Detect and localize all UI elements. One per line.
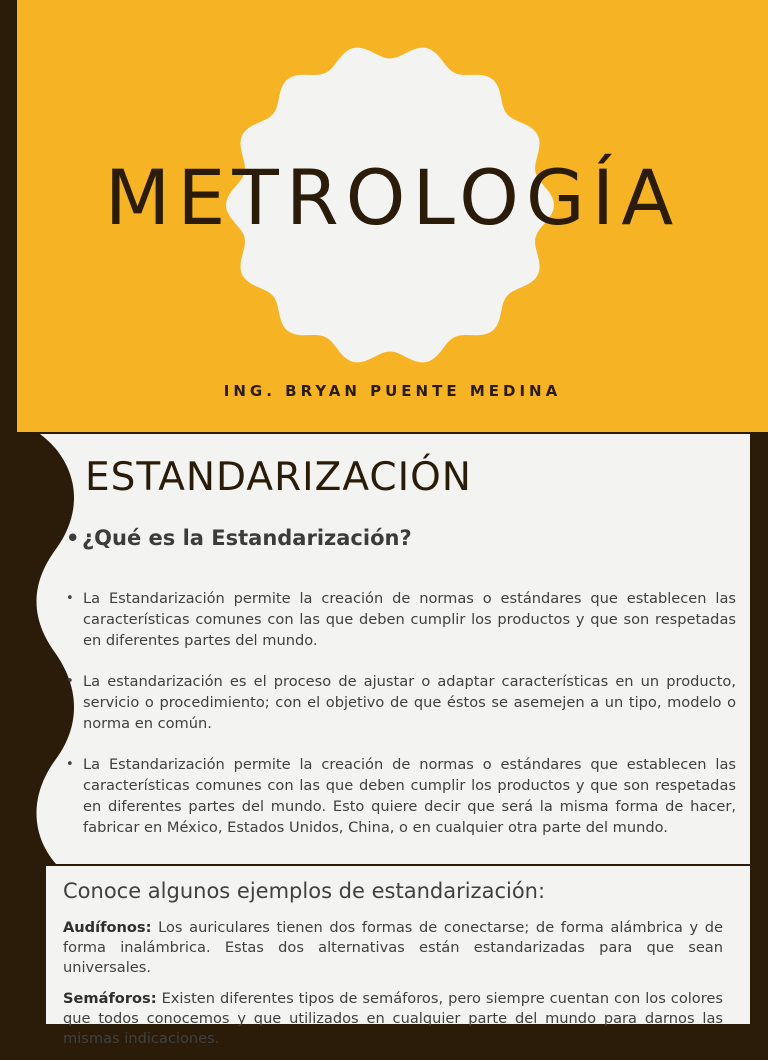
examples-slide — [0, 866, 768, 1047]
example-text: Existen diferentes tipos de semáforos, pero siempre cuentan con los colores que todos conocemos y que utilizados en cualquier parte del mundo para darnos las mismas indicaciones. — [63, 990, 723, 1047]
bullet-dot: • — [66, 526, 80, 550]
title-slide — [0, 0, 768, 432]
content-panel — [0, 434, 750, 864]
example-text: Los auriculares tienen dos formas de conectarse; de forma alámbrica y de forma inalámbrica. Estas dos alternativas están estandarizadas para que sean universales. — [63, 919, 723, 976]
presentation-title: METROLOGÍA — [104, 153, 681, 242]
example-term: Audífonos: — [63, 919, 152, 936]
list-item — [63, 989, 723, 1049]
list-item: • La estandarización es el proceso de ajustar o adaptar características en un producto, servicio o procedimiento; con el objetivo de que éstos se asemejen a un tipo, modelo o norma en común. — [66, 671, 736, 734]
list-item — [63, 918, 723, 978]
list-item: • La Estandarización permite la creación de normas o estándares que establecen las características comunes con las que deben cumplir los productos y que son respetadas en diferentes partes del mundo. Esto quiere decir que será la misma forma de hacer, fabricar en México, Estados Unidos, China, o en cualquier otra parte del mundo. — [66, 754, 736, 838]
definition-list — [66, 588, 736, 858]
list-item: • La Estandarización permite la creación de normas o estándares que establecen las características comunes con las que deben cumplir los productos y que son respetadas en diferentes partes del mundo. — [66, 588, 736, 651]
question-heading — [66, 526, 412, 550]
examples-list — [63, 918, 723, 1060]
estandarizacion-slide — [0, 434, 768, 864]
left-accent-bar — [0, 0, 17, 432]
examples-heading: Conoce algunos ejemplos de estandarización: — [63, 879, 546, 903]
example-term: Semáforos: — [63, 990, 157, 1007]
question-text: ¿Qué es la Estandarización? — [82, 526, 412, 550]
presentation-author: ING. BRYAN PUENTE MEDINA — [223, 382, 562, 400]
slide-heading: ESTANDARIZACIÓN — [85, 455, 472, 500]
